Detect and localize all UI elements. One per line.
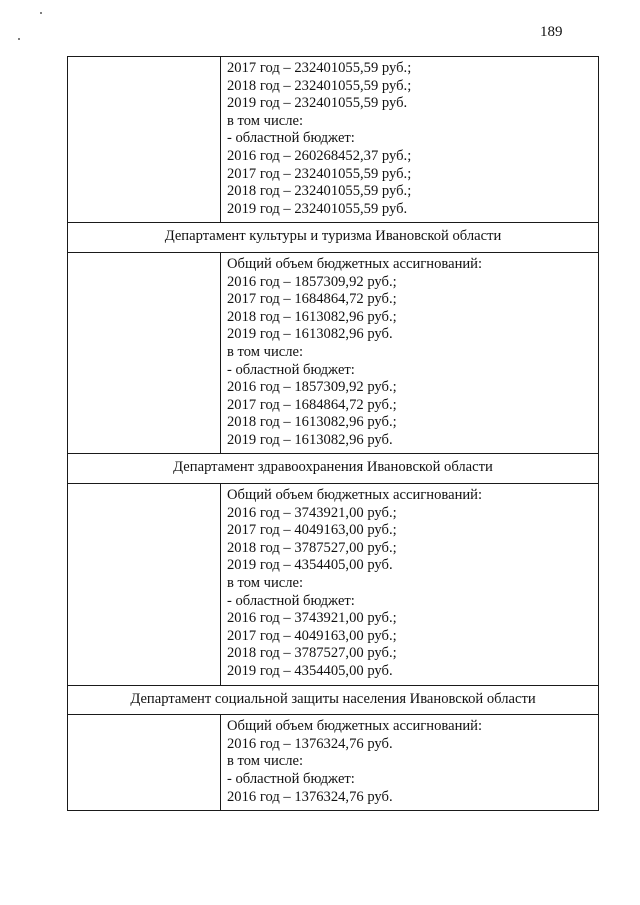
left-empty-cell: [68, 252, 221, 454]
department-header-row: [68, 454, 599, 484]
allocation-line: 2016 год – 1376324,76 руб.: [227, 788, 393, 805]
department-header: Департамент культуры и туризма Ивановской области: [68, 223, 599, 253]
allocation-line: 2017 год – 1684864,72 руб.;: [227, 291, 397, 308]
allocation-line: в том числе:: [227, 753, 304, 770]
allocation-line: 2019 год – 4354405,00 руб.: [227, 663, 393, 679]
allocation-line: 2016 год – 260268452,37 руб.;: [227, 147, 412, 164]
left-empty-cell: [68, 57, 221, 223]
table-row: [68, 252, 599, 454]
allocation-line: - областной бюджет:: [227, 361, 355, 378]
allocation-line: 2019 год – 1613082,96 руб.: [227, 326, 393, 343]
allocation-line: 2018 год – 3787527,00 руб.;: [227, 645, 397, 662]
table-row: [68, 715, 599, 811]
allocation-line: 2016 год – 1857309,92 руб.;: [227, 379, 397, 396]
allocation-line: 2016 год – 1857309,92 руб.;: [227, 273, 397, 290]
allocation-line: 2019 год – 232401055,59 руб.: [227, 200, 408, 217]
allocation-line: 2017 год – 232401055,59 руб.;: [227, 60, 412, 76]
allocation-line: 2016 год – 3743921,00 руб.;: [227, 610, 397, 627]
allocation-line: 2019 год – 232401055,59 руб.: [227, 95, 408, 112]
department-header-row: [68, 223, 599, 253]
allocation-line: 2018 год – 3787527,00 руб.;: [227, 539, 397, 556]
allocation-line: - областной бюджет:: [227, 592, 355, 609]
allocation-line: 2016 год – 1376324,76 руб.: [227, 735, 393, 752]
department-header: Департамент социальной защиты населения Ивановской области: [68, 685, 599, 715]
allocation-line: Общий объем бюджетных ассигнований:: [227, 487, 483, 504]
allocation-line: - областной бюджет:: [227, 130, 355, 147]
allocation-cell: [221, 57, 599, 223]
allocation-line: 2018 год – 1613082,96 руб.;: [227, 414, 397, 431]
page-number: 189: [540, 24, 563, 40]
department-header-row: [68, 685, 599, 715]
allocation-line: 2019 год – 4354405,00 руб.: [227, 557, 393, 574]
allocation-line: Общий объем бюджетных ассигнований:: [227, 255, 483, 272]
allocation-line: Общий объем бюджетных ассигнований:: [227, 718, 483, 735]
allocation-line: 2018 год – 1613082,96 руб.;: [227, 308, 397, 325]
table-row: [68, 484, 599, 686]
left-empty-cell: [68, 715, 221, 811]
allocation-line: 2018 год – 232401055,59 руб.;: [227, 183, 412, 200]
allocation-cell: [221, 252, 599, 454]
allocation-line: - областной бюджет:: [227, 770, 355, 787]
scan-speck: [18, 38, 20, 40]
scan-speck: [40, 12, 42, 14]
allocation-cell: [221, 484, 599, 686]
allocation-line: в том числе:: [227, 575, 304, 592]
allocation-line: в том числе:: [227, 112, 304, 129]
allocation-line: 2017 год – 4049163,00 руб.;: [227, 627, 397, 644]
allocation-line: 2016 год – 3743921,00 руб.;: [227, 504, 397, 521]
left-empty-cell: [68, 484, 221, 686]
allocation-line: 2017 год – 232401055,59 руб.;: [227, 165, 412, 182]
budget-table: [67, 56, 599, 811]
allocation-line: 2017 год – 1684864,72 руб.;: [227, 396, 397, 413]
allocation-line: в том числе:: [227, 343, 304, 360]
allocation-cell: [221, 715, 599, 811]
allocation-line: 2017 год – 4049163,00 руб.;: [227, 522, 397, 539]
department-header: Департамент здравоохранения Ивановской области: [68, 454, 599, 484]
table-row: [68, 57, 599, 223]
allocation-line: 2019 год – 1613082,96 руб.: [227, 431, 393, 448]
allocation-line: 2018 год – 232401055,59 руб.;: [227, 77, 412, 94]
